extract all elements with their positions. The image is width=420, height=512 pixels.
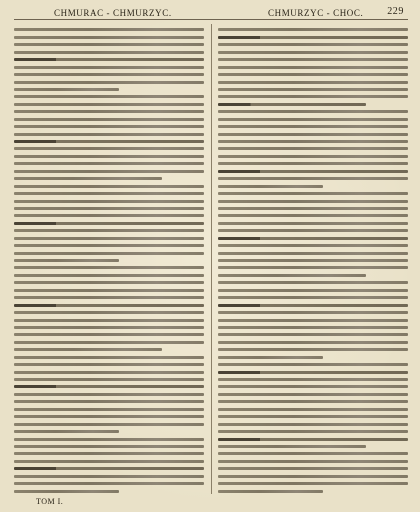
text-line <box>218 66 408 69</box>
text-line <box>218 281 408 284</box>
text-line <box>14 118 204 121</box>
text-line <box>14 81 204 84</box>
text-line <box>218 490 323 493</box>
text-line <box>14 319 204 322</box>
column-divider <box>211 24 212 494</box>
text-line <box>218 363 408 366</box>
text-line <box>218 266 408 269</box>
text-line <box>14 214 204 217</box>
text-line <box>14 348 162 351</box>
text-line <box>14 36 204 39</box>
text-line <box>218 95 408 98</box>
text-line <box>14 110 204 113</box>
text-line <box>14 341 204 344</box>
text-line <box>218 229 408 232</box>
text-line <box>218 103 366 106</box>
text-line <box>14 88 119 91</box>
text-line <box>14 229 204 232</box>
text-line <box>14 289 204 292</box>
text-line <box>14 237 204 240</box>
volume-footer: TOM I. <box>36 497 64 506</box>
text-line <box>14 415 204 418</box>
text-line <box>14 408 204 411</box>
text-line <box>218 452 408 455</box>
text-line <box>218 385 408 388</box>
text-line <box>218 311 408 314</box>
text-line <box>218 341 408 344</box>
text-line <box>14 274 204 277</box>
text-line <box>218 162 408 165</box>
text-line <box>14 155 204 158</box>
text-line <box>218 170 408 173</box>
text-line <box>218 214 408 217</box>
text-line <box>218 408 408 411</box>
text-line <box>218 400 408 403</box>
text-line <box>14 73 204 76</box>
text-line <box>218 430 408 433</box>
text-line <box>218 371 408 374</box>
text-line <box>218 73 408 76</box>
text-line <box>218 356 323 359</box>
text-line <box>14 222 204 225</box>
page-number: 229 <box>387 6 404 17</box>
text-line <box>218 445 366 448</box>
text-line <box>218 475 408 478</box>
text-line <box>218 482 408 485</box>
text-line <box>218 118 408 121</box>
text-line <box>218 81 408 84</box>
text-line <box>14 58 204 61</box>
text-line <box>218 378 408 381</box>
text-line <box>14 244 204 247</box>
text-line <box>14 259 119 262</box>
text-line <box>218 393 408 396</box>
text-line <box>14 445 204 448</box>
text-line <box>14 363 204 366</box>
text-line <box>218 125 408 128</box>
text-line <box>14 140 204 143</box>
text-line <box>14 66 204 69</box>
text-line <box>218 58 408 61</box>
text-line <box>14 393 204 396</box>
text-line <box>14 356 204 359</box>
text-line <box>218 467 408 470</box>
text-line <box>218 147 408 150</box>
text-line <box>14 385 204 388</box>
text-line <box>14 371 204 374</box>
text-line <box>14 28 204 31</box>
text-line <box>218 304 408 307</box>
text-line <box>14 192 204 195</box>
text-line <box>218 326 408 329</box>
text-line <box>218 415 408 418</box>
text-line <box>14 200 204 203</box>
text-line <box>14 95 204 98</box>
text-line <box>14 185 204 188</box>
text-line <box>14 296 204 299</box>
text-line <box>14 43 204 46</box>
text-line <box>14 333 204 336</box>
text-line <box>218 333 408 336</box>
text-line <box>14 133 204 136</box>
text-line <box>14 460 204 463</box>
text-line <box>14 311 204 314</box>
text-line <box>14 207 204 210</box>
text-line <box>14 438 204 441</box>
text-line <box>218 36 408 39</box>
text-line <box>218 28 408 31</box>
text-line <box>14 162 204 165</box>
text-line <box>218 460 408 463</box>
text-line <box>14 147 204 150</box>
header-rule <box>14 19 408 20</box>
text-line <box>218 222 408 225</box>
text-line <box>14 51 204 54</box>
running-header <box>14 6 408 20</box>
text-line <box>218 289 408 292</box>
right-column <box>218 24 408 494</box>
text-columns <box>14 24 408 494</box>
header-right-title: CHMURZYC - CHOC. <box>268 8 364 18</box>
text-line <box>14 125 204 128</box>
text-line <box>14 452 204 455</box>
text-line <box>14 490 119 493</box>
text-line <box>218 177 408 180</box>
text-line <box>218 51 408 54</box>
text-line <box>218 244 408 247</box>
text-line <box>14 266 204 269</box>
text-line <box>14 378 204 381</box>
text-line <box>14 482 204 485</box>
text-line <box>14 281 204 284</box>
text-line <box>14 177 162 180</box>
text-line <box>14 467 204 470</box>
text-line <box>218 319 408 322</box>
text-line <box>218 140 408 143</box>
text-line <box>218 43 408 46</box>
text-line <box>14 103 204 106</box>
text-line <box>218 155 408 158</box>
text-line <box>218 200 408 203</box>
text-line <box>218 237 408 240</box>
text-line <box>14 252 204 255</box>
text-line <box>218 252 408 255</box>
text-line <box>218 192 408 195</box>
text-line <box>14 423 204 426</box>
text-line <box>14 475 204 478</box>
text-line <box>218 423 408 426</box>
text-line <box>218 438 408 441</box>
left-column <box>14 24 204 494</box>
header-left-title: CHMURAC - CHMURZYC. <box>54 8 172 18</box>
text-line <box>218 296 408 299</box>
text-line <box>14 170 204 173</box>
text-line <box>14 326 204 329</box>
text-line <box>218 207 408 210</box>
text-line <box>218 348 408 351</box>
text-line <box>218 88 408 91</box>
text-line <box>218 133 408 136</box>
text-line <box>218 110 408 113</box>
text-line <box>14 400 204 403</box>
text-line <box>218 274 366 277</box>
text-line <box>14 304 204 307</box>
text-line <box>14 430 119 433</box>
text-line <box>218 259 408 262</box>
text-line <box>218 185 323 188</box>
